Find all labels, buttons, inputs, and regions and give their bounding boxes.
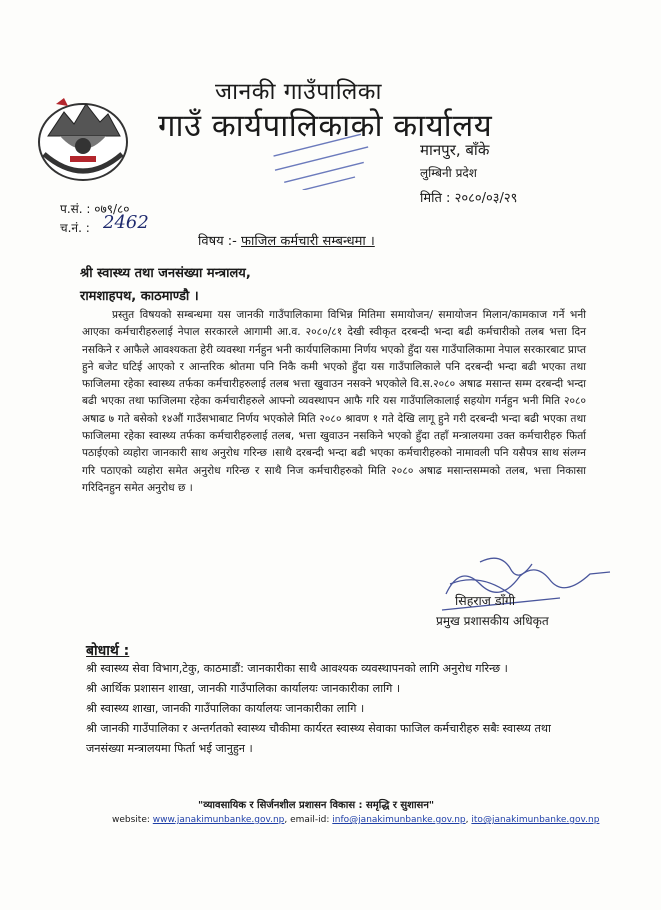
address-line1: मानपुर, बाँके (420, 141, 490, 159)
footer-contacts (112, 815, 599, 825)
patra-sankhya: प.सं. : ०७९/८० (60, 202, 130, 216)
chalani-label: च.नं. : (60, 221, 90, 235)
website-label: website: (112, 815, 150, 825)
cc-item: श्री स्वास्थ्य शाखा, जानकी गाउँपालिका कार्यालयः जानकारीका लागि । (86, 702, 365, 715)
recipient-line1: श्री स्वास्थ्य तथा जनसंख्या मन्त्रालय, (80, 266, 251, 281)
office-stamp-icon (266, 130, 382, 190)
email-link-ito[interactable]: ito@janakimunbanke.gov.np (471, 815, 600, 825)
org-name: जानकी गाउँपालिका (215, 79, 382, 105)
website-link[interactable]: www.janakimunbanke.gov.np (152, 815, 285, 825)
cc-heading: बोधार्थ : (86, 643, 130, 659)
email-link-info[interactable]: info@janakimunbanke.gov.np (332, 815, 466, 825)
signatory-name: सिहराज डाँगी (455, 593, 516, 608)
cc-list (86, 659, 586, 759)
cc-item: श्री जानकी गाउँपालिका र अन्तर्गतको स्वास्थ्य चौकीमा कार्यरत स्वास्थ्य सेवाका फाजिल कर्मचारीहरु सबैः स्वास्थ्य तथा जनसंख्या मन्त्रालयमा फिर्ता भई जानुहुन । (86, 722, 551, 755)
signatory-title: प्रमुख प्रशासकीय अधिकृत (436, 614, 549, 628)
address-line2: लुम्बिनी प्रदेश (420, 166, 477, 180)
subject-line (198, 231, 375, 249)
recipient-line2: रामशाहपथ, काठमाण्डौ । (80, 289, 199, 304)
subject-label: विषय :- (198, 234, 237, 249)
office-name: गाउँ कार्यपालिकाको कार्यालय (158, 108, 493, 144)
email-separator: , (465, 815, 469, 825)
subject-text: फाजिल कर्मचारी सम्बन्धमा । (241, 234, 375, 249)
footer-motto: "व्यावसायिक र सिर्जनशील प्रशासन विकास : समृद्धि र सुशासन" (198, 800, 435, 811)
letter-date: मिति : २०८०/०३/२९ (420, 191, 518, 206)
body-paragraph: प्रस्तुत विषयको सम्बन्धमा यस जानकी गाउँपालिकामा विभिन्न मितिमा समायोजन/ समायोजन मिलान/कामकाज गर्ने भनी आएका कर्मचारीहरुलाई नेपाल सरकारले आगामी आ.व. २०८०/८१ देखी स्वीकृत दरबन्दी भन्दा बढी कर्मचारीको तलब भत्ता दिन नसकिने र आफैले आवश्यकता हेरी व्यवस्था गर्नहुन भनी कार्यपालिकामा निर्णय भएको हुँदा यस गाउँपालिकामा नेपाल सरकारबाट प्राप्त हुने बजेट घटिई आएको र आन्तरिक श्रोतमा पनि निकै कमी भएको हुँदा यस गाउँपालिकाले पनि दरबन्दी भन्दा बढी भएका तथा फाजिलमा रहेका स्वास्थ्य तर्फका कर्मचारीहरुलाई तलब भत्ता खुवाउन नसक्ने भएकोले वि.स.२०८० अषाढ मसान्त सम्म दरबन्दी भन्दा बढी भएका तथा फाजिलमा रहेका कर्मचारीहरुले आफ्नो व्यवस्थापन आफै गरि यस गाउँपालिकालाई सहयोग गर्नहुन भनी मिति २०८० अषाढ ७ गते बसेको १४औं गाउँसभाबाट निर्णय भएकोले मिति २०८० श्रावण १ गते देखि लागू हुने गरी दरबन्दी भन्दा बढी भएका तथा फाजिलमा रहेका स्वास्थ्य तर्फका कर्मचारीहरुलाई तलब, भत्ता खुवाउन नसकिने भएको हुँदा तहाँ मन्त्रालयमा उक्त कर्मचारीहरु फिर्ता पठाईएको व्यहोरा जानकारी साथ अनुरोध गरिन्छ ।साथै दरबन्दी भन्दा बढी भएका कर्मचारीहरुको नामावली पनि यसैपत्र साथ संलग्न गरि पठाएको व्यहोरा समेत अनुरोध गरिन्छ र साथै निज कर्मचारीहरुको मिति २०८० अषाढ मसान्तसम्मको तलब, भत्ता निकासा गरिदिनहुन समेत अनुरोध छ । (82, 309, 586, 494)
cc-item: श्री आर्थिक प्रशासन शाखा, जानकी गाउँपालिका कार्यालयः जानकारीका लागि । (86, 682, 401, 695)
chalani-number-handwritten: 2462 (103, 212, 149, 233)
nepal-emblem-icon (34, 92, 132, 184)
email-label: , email-id: (284, 815, 330, 825)
cc-item: श्री स्वास्थ्य सेवा विभाग,टेकु, काठमाडौं: जानकारीका साथै आवश्यक व्यवस्थापनको लागि अनुरोध गरिन्छ । (86, 662, 508, 675)
